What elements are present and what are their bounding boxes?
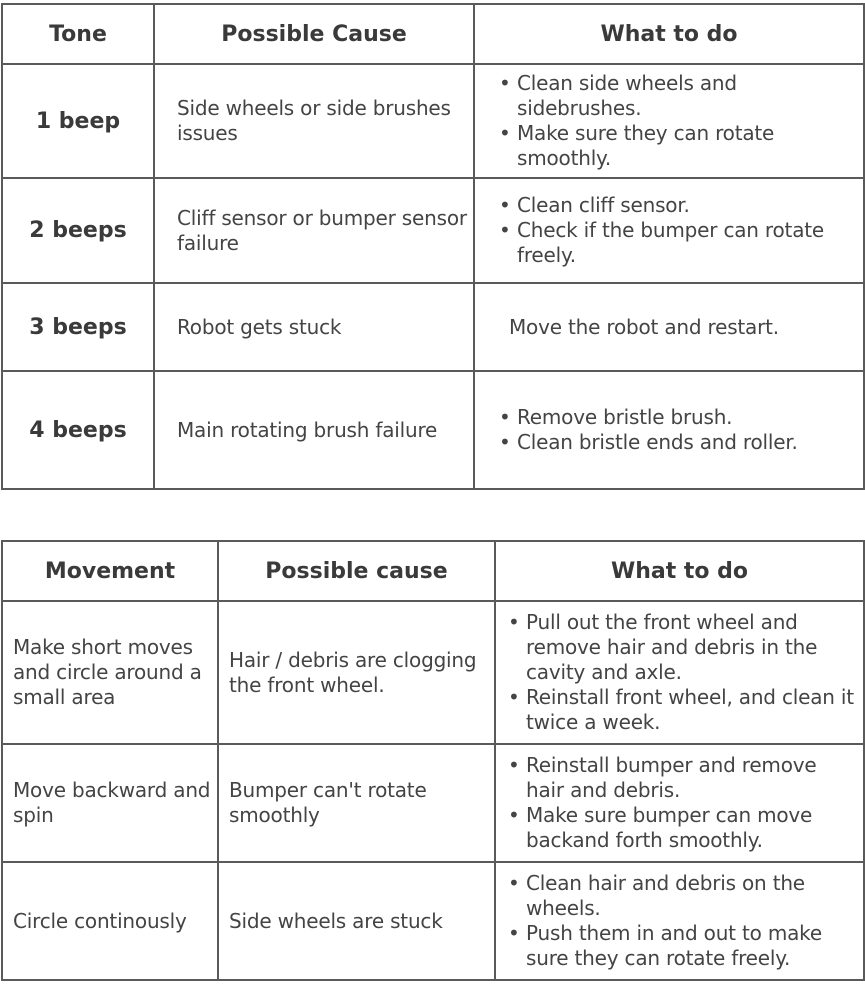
action-item: • Remove bristle brush. (497, 405, 857, 430)
cause-cell: Hair / debris are clogging the front wheel. (218, 601, 495, 744)
table-row (2, 283, 864, 371)
cause-cell: Bumper can't rotate smoothly (218, 744, 495, 862)
table-row (2, 178, 864, 283)
action-list (497, 193, 857, 268)
header-what-to-do: What to do (495, 541, 864, 601)
cause-cell: Main rotating brush failure (154, 371, 474, 489)
movement-cell: Make short moves and circle around a small area (2, 601, 218, 744)
tone-cell: 4 beeps (2, 371, 154, 489)
cause-cell: Cliff sensor or bumper sensor failure (154, 178, 474, 283)
action-item: • Clean bristle ends and roller. (497, 430, 857, 455)
action-list (506, 871, 859, 971)
action-item: • Push them in and out to make sure they can rotate freely. (506, 921, 859, 971)
header-tone: Tone (2, 4, 154, 64)
tone-cell: 1 beep (2, 64, 154, 178)
cause-cell: Side wheels or side brushes issues (154, 64, 474, 178)
action-item: • Reinstall bumper and remove hair and debris. (506, 753, 859, 803)
action-cell: Move the robot and restart. (474, 283, 864, 371)
tone-cell: 2 beeps (2, 178, 154, 283)
action-item: • Make sure bumper can move backand forth smoothly. (506, 803, 859, 853)
table-row (2, 862, 864, 980)
movement-cell: Circle continously (2, 862, 218, 980)
table-row (2, 601, 864, 744)
tone-cell: 3 beeps (2, 283, 154, 371)
header-possible-cause: Possible Cause (154, 4, 474, 64)
action-item: • Check if the bumper can rotate freely. (497, 218, 857, 268)
action-cell (474, 178, 864, 283)
header-what-to-do: What to do (474, 4, 864, 64)
action-item: • Pull out the front wheel and remove hair and debris in the cavity and axle. (506, 610, 859, 685)
table-row (2, 64, 864, 178)
action-list (497, 71, 857, 171)
action-item: • Clean side wheels and sidebrushes. (497, 71, 857, 121)
movement-troubleshooting-table (1, 540, 865, 981)
table-header-row (2, 4, 864, 64)
action-item: • Clean cliff sensor. (497, 193, 857, 218)
action-cell (474, 371, 864, 489)
action-list (506, 753, 859, 853)
table-row (2, 744, 864, 862)
movement-cell: Move backward and spin (2, 744, 218, 862)
action-list (497, 405, 857, 455)
action-cell (495, 601, 864, 744)
action-item: • Make sure they can rotate smoothly. (497, 121, 857, 171)
header-movement: Movement (2, 541, 218, 601)
action-cell (474, 64, 864, 178)
cause-cell: Robot gets stuck (154, 283, 474, 371)
table-header-row (2, 541, 864, 601)
action-item: • Reinstall front wheel, and clean it twice a week. (506, 685, 859, 735)
action-cell (495, 744, 864, 862)
action-cell (495, 862, 864, 980)
action-list (506, 610, 859, 735)
table-row (2, 371, 864, 489)
cause-cell: Side wheels are stuck (218, 862, 495, 980)
tone-troubleshooting-table (1, 3, 865, 490)
header-possible-cause: Possible cause (218, 541, 495, 601)
action-item: • Clean hair and debris on the wheels. (506, 871, 859, 921)
